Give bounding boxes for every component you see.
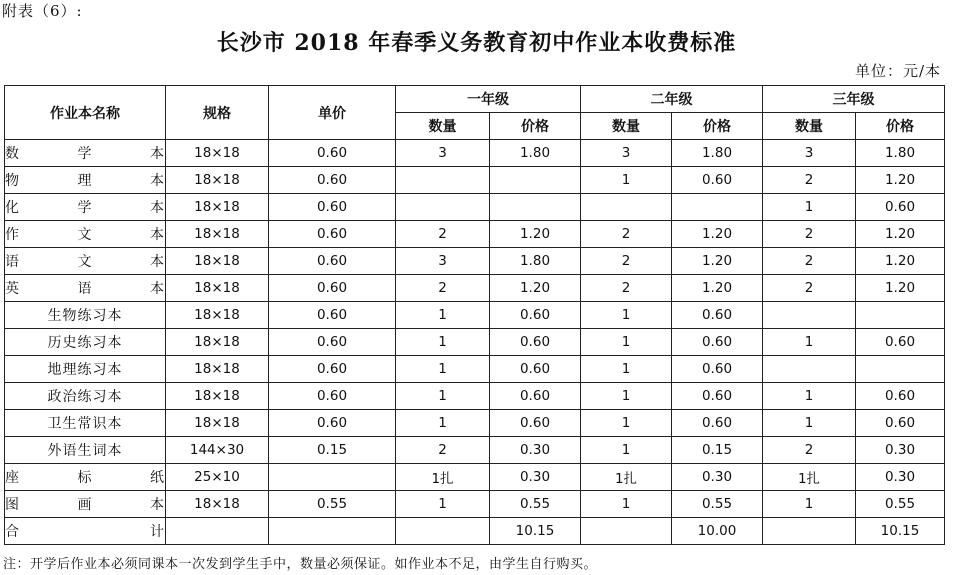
header-price: 价格 — [490, 113, 581, 140]
item-unit-price: 0.55 — [269, 491, 396, 518]
grade1-price — [490, 194, 581, 221]
grade1-price: 0.55 — [490, 491, 581, 518]
header-price: 价格 — [672, 113, 763, 140]
header-row-1 — [5, 86, 945, 113]
grade2-qty: 2 — [581, 248, 672, 275]
total-unit-price-empty — [269, 518, 396, 545]
grade2-price: 0.60 — [672, 302, 763, 329]
item-name: 政治练习本 — [5, 383, 166, 410]
grade2-qty: 2 — [581, 275, 672, 302]
grade1-qty: 3 — [396, 248, 490, 275]
grade1-price: 0.60 — [490, 329, 581, 356]
grade1-price: 1.80 — [490, 248, 581, 275]
grade1-price: 0.60 — [490, 356, 581, 383]
item-name: 图画本 — [5, 491, 166, 518]
grade3-qty: 1 — [763, 383, 856, 410]
table-row — [5, 194, 945, 221]
grade3-qty — [763, 302, 856, 329]
grade3-price: 0.30 — [856, 464, 945, 491]
item-spec: 18×18 — [166, 194, 269, 221]
footnote: 注：开学后作业本必须同课本一次发到学生手中，数量必须保证。如作业本不足，由学生自行购买。 — [3, 557, 598, 572]
document-title: 长沙市 2018 年春季义务教育初中作业本收费标准 — [216, 30, 737, 56]
grade3-price: 0.60 — [856, 410, 945, 437]
unit-label: 单位：元/本 — [854, 62, 941, 80]
table-row — [5, 437, 945, 464]
header-grade-3: 三年级 — [763, 86, 945, 113]
table-row — [5, 221, 945, 248]
item-spec: 144×30 — [166, 437, 269, 464]
table-row — [5, 356, 945, 383]
grade1-qty: 1 — [396, 302, 490, 329]
item-name: 生物练习本 — [5, 302, 166, 329]
grade1-qty: 1 — [396, 383, 490, 410]
item-unit-price: 0.60 — [269, 194, 396, 221]
item-unit-price: 0.60 — [269, 302, 396, 329]
grade3-qty: 2 — [763, 275, 856, 302]
total-row — [5, 518, 945, 545]
header-qty: 数量 — [581, 113, 672, 140]
item-spec: 18×18 — [166, 248, 269, 275]
item-name: 物理本 — [5, 167, 166, 194]
table-row — [5, 383, 945, 410]
item-name: 座标纸 — [5, 464, 166, 491]
item-spec: 18×18 — [166, 302, 269, 329]
item-unit-price: 0.60 — [269, 410, 396, 437]
grade3-price: 1.20 — [856, 275, 945, 302]
grade1-price: 1.20 — [490, 275, 581, 302]
grade2-price: 0.60 — [672, 356, 763, 383]
fee-table — [4, 85, 945, 545]
item-spec: 18×18 — [166, 140, 269, 167]
grade1-qty: 1 — [396, 491, 490, 518]
grade2-price: 1.20 — [672, 275, 763, 302]
grade1-qty: 2 — [396, 275, 490, 302]
grade3-qty: 1 — [763, 194, 856, 221]
grade3-price: 1.80 — [856, 140, 945, 167]
grade1-qty: 2 — [396, 221, 490, 248]
grade3-qty: 2 — [763, 437, 856, 464]
grade2-qty: 3 — [581, 140, 672, 167]
header-qty: 数量 — [396, 113, 490, 140]
grade3-price: 0.55 — [856, 491, 945, 518]
grade2-qty — [581, 194, 672, 221]
item-name: 数学本 — [5, 140, 166, 167]
item-unit-price: 0.60 — [269, 167, 396, 194]
total-spec-empty — [166, 518, 269, 545]
total-grade3-qty-empty — [763, 518, 856, 545]
grade2-price: 0.55 — [672, 491, 763, 518]
header-unit-price: 单价 — [269, 86, 396, 140]
total-grade2-qty-empty — [581, 518, 672, 545]
grade1-price: 0.60 — [490, 383, 581, 410]
item-spec: 18×18 — [166, 167, 269, 194]
item-unit-price: 0.60 — [269, 221, 396, 248]
grade3-qty: 1 — [763, 410, 856, 437]
table-row — [5, 140, 945, 167]
grade2-price: 0.60 — [672, 383, 763, 410]
total-label: 合计 — [5, 518, 166, 545]
item-unit-price: 0.60 — [269, 329, 396, 356]
grade1-qty — [396, 194, 490, 221]
grade1-qty: 2 — [396, 437, 490, 464]
item-unit-price: 0.60 — [269, 275, 396, 302]
grade3-price: 0.60 — [856, 383, 945, 410]
grade3-qty: 2 — [763, 221, 856, 248]
grade2-price: 0.30 — [672, 464, 763, 491]
grade2-price: 0.60 — [672, 410, 763, 437]
header-name: 作业本名称 — [5, 86, 166, 140]
grade3-price — [856, 302, 945, 329]
item-unit-price — [269, 464, 396, 491]
grade3-price — [856, 356, 945, 383]
grade2-qty: 1 — [581, 437, 672, 464]
item-unit-price: 0.60 — [269, 383, 396, 410]
grade3-qty: 1 — [763, 491, 856, 518]
grade2-qty: 1 — [581, 329, 672, 356]
grade3-price: 1.20 — [856, 221, 945, 248]
grade2-qty: 1 — [581, 167, 672, 194]
table-row — [5, 464, 945, 491]
grade1-qty: 1 — [396, 356, 490, 383]
table-row — [5, 248, 945, 275]
item-unit-price: 0.60 — [269, 248, 396, 275]
grade3-price: 0.60 — [856, 194, 945, 221]
grade1-qty: 3 — [396, 140, 490, 167]
table-row — [5, 410, 945, 437]
grade2-qty: 1 — [581, 383, 672, 410]
grade3-price: 1.20 — [856, 248, 945, 275]
total-grade3-price: 10.15 — [856, 518, 945, 545]
grade2-qty: 1扎 — [581, 464, 672, 491]
grade1-price: 0.60 — [490, 302, 581, 329]
item-spec: 18×18 — [166, 221, 269, 248]
item-spec: 18×18 — [166, 491, 269, 518]
grade1-price: 1.80 — [490, 140, 581, 167]
grade2-price: 0.60 — [672, 329, 763, 356]
grade1-price — [490, 167, 581, 194]
grade3-qty — [763, 356, 856, 383]
grade2-qty: 1 — [581, 410, 672, 437]
grade2-price: 0.15 — [672, 437, 763, 464]
grade3-qty: 1扎 — [763, 464, 856, 491]
item-unit-price: 0.60 — [269, 140, 396, 167]
grade1-qty — [396, 167, 490, 194]
grade1-qty: 1扎 — [396, 464, 490, 491]
item-unit-price: 0.60 — [269, 356, 396, 383]
item-spec: 18×18 — [166, 329, 269, 356]
table-row — [5, 167, 945, 194]
item-name: 作文本 — [5, 221, 166, 248]
grade2-price: 1.20 — [672, 221, 763, 248]
header-grade-1: 一年级 — [396, 86, 581, 113]
item-name: 语文本 — [5, 248, 166, 275]
item-unit-price: 0.15 — [269, 437, 396, 464]
appendix-label: 附表（6）: — [2, 2, 83, 20]
grade3-price: 1.20 — [856, 167, 945, 194]
grade1-qty: 1 — [396, 329, 490, 356]
grade2-qty: 1 — [581, 302, 672, 329]
item-name: 地理练习本 — [5, 356, 166, 383]
item-name: 化学本 — [5, 194, 166, 221]
grade2-price: 1.20 — [672, 248, 763, 275]
grade3-qty: 2 — [763, 167, 856, 194]
item-name: 卫生常识本 — [5, 410, 166, 437]
item-spec: 25×10 — [166, 464, 269, 491]
table-row — [5, 302, 945, 329]
item-spec: 18×18 — [166, 383, 269, 410]
grade1-price: 0.30 — [490, 437, 581, 464]
grade2-qty: 1 — [581, 356, 672, 383]
grade3-price: 0.30 — [856, 437, 945, 464]
grade2-price: 1.80 — [672, 140, 763, 167]
grade1-price: 1.20 — [490, 221, 581, 248]
grade3-qty: 3 — [763, 140, 856, 167]
grade1-qty: 1 — [396, 410, 490, 437]
total-grade2-price: 10.00 — [672, 518, 763, 545]
grade3-price: 0.60 — [856, 329, 945, 356]
grade2-qty: 1 — [581, 491, 672, 518]
table-row — [5, 491, 945, 518]
grade2-price: 0.60 — [672, 167, 763, 194]
grade1-price: 0.30 — [490, 464, 581, 491]
total-grade1-qty-empty — [396, 518, 490, 545]
grade1-price: 0.60 — [490, 410, 581, 437]
item-name: 历史练习本 — [5, 329, 166, 356]
header-qty: 数量 — [763, 113, 856, 140]
item-spec: 18×18 — [166, 356, 269, 383]
item-name: 英语本 — [5, 275, 166, 302]
header-price: 价格 — [856, 113, 945, 140]
header-grade-2: 二年级 — [581, 86, 763, 113]
total-grade1-price: 10.15 — [490, 518, 581, 545]
table-row — [5, 275, 945, 302]
item-spec: 18×18 — [166, 275, 269, 302]
item-spec: 18×18 — [166, 410, 269, 437]
grade2-qty: 2 — [581, 221, 672, 248]
header-spec: 规格 — [166, 86, 269, 140]
table-row — [5, 329, 945, 356]
item-name: 外语生词本 — [5, 437, 166, 464]
grade3-qty: 1 — [763, 329, 856, 356]
grade3-qty: 2 — [763, 248, 856, 275]
grade2-price — [672, 194, 763, 221]
